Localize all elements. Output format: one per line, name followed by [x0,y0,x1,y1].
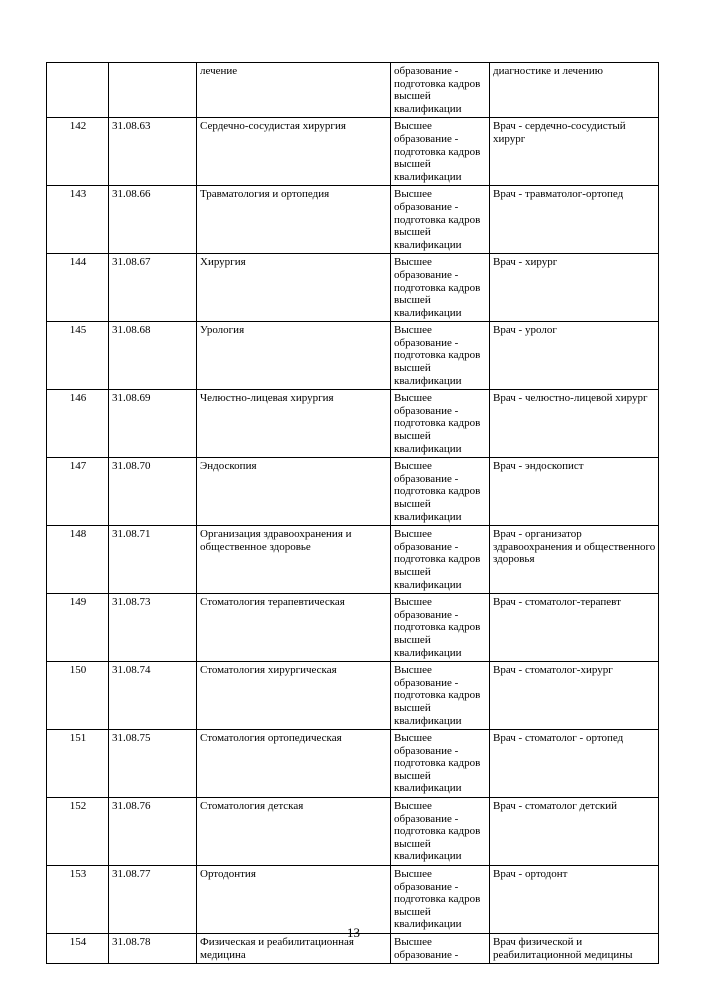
row-number: 147 [47,458,109,526]
specialty-name: Ортодонтия [197,866,391,934]
row-number: 143 [47,186,109,254]
specialty-name: Организация здравоохранения и общественное здоровье [197,526,391,594]
table-row [47,458,659,526]
specialty-code: 31.08.73 [109,594,197,662]
qualification: Врач физической и реабилитационной медицины [490,934,659,964]
specialty-code: 31.08.78 [109,934,197,964]
specialty-name: Стоматология хирургическая [197,662,391,730]
education-level: Высшее образование - подготовка кадров высшей квалификации [391,186,490,254]
table-row [47,662,659,730]
specialty-name: Стоматология детская [197,798,391,866]
table-row [47,254,659,322]
specialty-name: лечение [197,63,391,118]
row-number: 148 [47,526,109,594]
specialty-code: 31.08.69 [109,390,197,458]
specialties-table [46,62,659,964]
row-number: 154 [47,934,109,964]
table-row [47,390,659,458]
table-row [47,730,659,798]
qualification: Врач - травматолог-ортопед [490,186,659,254]
specialty-name: Стоматология ортопедическая [197,730,391,798]
table-row [47,526,659,594]
qualification: Врач - сердечно-сосудистый хирург [490,118,659,186]
qualification: Врач - челюстно-лицевой хирург [490,390,659,458]
qualification: Врач - организатор здравоохранения и общественного здоровья [490,526,659,594]
table-row [47,798,659,866]
specialty-code: 31.08.70 [109,458,197,526]
specialty-code: 31.08.74 [109,662,197,730]
specialty-name: Челюстно-лицевая хирургия [197,390,391,458]
education-level: Высшее образование - подготовка кадров высшей квалификации [391,458,490,526]
row-number: 150 [47,662,109,730]
specialty-name: Стоматология терапевтическая [197,594,391,662]
row-number: 144 [47,254,109,322]
row-number: 142 [47,118,109,186]
education-level: Высшее образование - подготовка кадров высшей квалификации [391,594,490,662]
qualification: Врач - стоматолог-хирург [490,662,659,730]
specialty-code [109,63,197,118]
education-level: Высшее образование - подготовка кадров высшей квалификации [391,322,490,390]
table-row [47,186,659,254]
specialty-code: 31.08.75 [109,730,197,798]
specialty-code: 31.08.63 [109,118,197,186]
qualification: диагностике и лечению [490,63,659,118]
table-row [47,322,659,390]
specialty-code: 31.08.71 [109,526,197,594]
qualification: Врач - стоматолог-терапевт [490,594,659,662]
specialty-name: Сердечно-сосудистая хирургия [197,118,391,186]
education-level: Высшее образование - подготовка кадров высшей квалификации [391,526,490,594]
qualification: Врач - хирург [490,254,659,322]
row-number: 149 [47,594,109,662]
qualification: Врач - стоматолог - ортопед [490,730,659,798]
row-number: 146 [47,390,109,458]
row-number: 145 [47,322,109,390]
qualification: Врач - уролог [490,322,659,390]
education-level: Высшее образование - подготовка кадров высшей квалификации [391,254,490,322]
row-number: 151 [47,730,109,798]
education-level: Высшее образование - подготовка кадров высшей квалификации [391,730,490,798]
education-level: Высшее образование - подготовка кадров высшей квалификации [391,798,490,866]
specialty-name: Физическая и реабилитационная медицина [197,934,391,964]
specialty-name: Хирургия [197,254,391,322]
specialty-code: 31.08.77 [109,866,197,934]
specialty-code: 31.08.76 [109,798,197,866]
education-level: Высшее образование - подготовка кадров высшей квалификации [391,390,490,458]
table-row [47,866,659,934]
specialty-name: Эндоскопия [197,458,391,526]
page-number: 13 [347,925,360,940]
row-number [47,63,109,118]
specialty-code: 31.08.68 [109,322,197,390]
specialty-name: Травматология и ортопедия [197,186,391,254]
specialty-code: 31.08.67 [109,254,197,322]
education-level: образование - подготовка кадров высшей квалификации [391,63,490,118]
education-level: Высшее образование - подготовка кадров высшей квалификации [391,662,490,730]
qualification: Врач - ортодонт [490,866,659,934]
education-level: Высшее образование - подготовка кадров высшей квалификации [391,118,490,186]
qualification: Врач - эндоскопист [490,458,659,526]
specialty-name: Урология [197,322,391,390]
education-level: Высшее образование - [391,934,490,964]
qualification: Врач - стоматолог детский [490,798,659,866]
row-number: 153 [47,866,109,934]
education-level: Высшее образование - подготовка кадров высшей квалификации [391,866,490,934]
specialty-code: 31.08.66 [109,186,197,254]
table-row [47,594,659,662]
row-number: 152 [47,798,109,866]
table-row [47,118,659,186]
table-row [47,63,659,118]
